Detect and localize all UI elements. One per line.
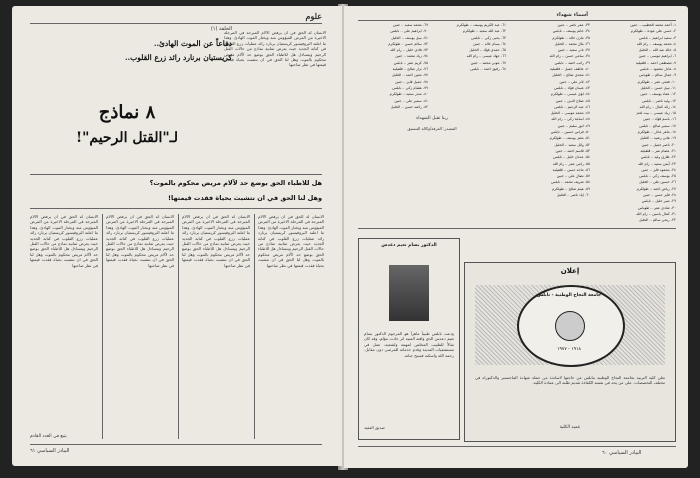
list-item: ٧- مصطفى احمد .. قلقيلية: [635, 60, 676, 65]
list-item: ٣- سعيد ابراهيم .. نابلس: [638, 35, 676, 40]
left-page: [12, 6, 342, 466]
list-item: ٥٢- وائل سعيد .. الخليل: [554, 142, 590, 147]
list-item: ٢٥- يوسف زكي .. نابلس: [639, 174, 676, 179]
list-item: ٣٤- حاتم يوسف .. نابلس: [552, 29, 590, 34]
list-item: ٤- محمد يوسف .. رام الله: [636, 41, 676, 46]
list-item: ٤٧- محمد موسى .. الخليل: [550, 111, 590, 116]
list-item: ٧٣- فادي خليل .. رام الله: [390, 48, 428, 53]
announcement-text: تعلن كلية التربية بجامعة النجاح الوطنية بنابلس عن حاجتها لاساتذة من حملة شهادة الماجستير والدكتوراه في مختلف التخصصات. على من يجد في نفسه الكفاءة تقديم طلبه الى عمادة الكلية.: [475, 375, 665, 386]
list-item: ٥٤- عدنان خليل .. نابلس: [553, 155, 590, 160]
list-item: ٧٢- سالم حسن .. طولكرم: [388, 41, 428, 46]
list-bottom-rule: [358, 228, 676, 229]
obituary-box: [358, 238, 460, 440]
bullets-top-rule: [30, 174, 322, 175]
list-item: ١٩- هاني رشيد .. الخليل: [639, 136, 676, 141]
list-item: ١- أحمد محمد الخطيب .. جنين: [630, 23, 676, 27]
list-item: ١٠- فتحي عمر .. طولكرم: [637, 79, 676, 84]
footer-rule: [358, 446, 676, 447]
seal-year: ١٩١٨ - ١٩٧٧: [557, 347, 581, 352]
list-item: ٢٢- طارق وليد .. نابلس: [640, 155, 676, 160]
list-item: ٤٢- ثائر علي .. جنين: [559, 79, 590, 84]
list-item: ٣٢- ربحي سالم .. الخليل: [638, 218, 676, 223]
body-column-3: الانسان له الحق في ان يرفض الالام المبرحة في المرحلة الاخيرة من المرض الميؤوس منه ويختار الموت الهادئ. وهذا ما اعلنه البروفيسور كريستيان برنارد رائد عمليات زرع القلوب في كتابه الجديد حيث يعرض ثمانية نماذج من حالات القتل الرحيم ويتساءل هل للاطباء الحق بوضع حد لآلام مريض محكوم بالموت وهل لنا الحق في ان نتشبث بحياة فقدت قيمتها في نظر صاحبها: [182, 214, 250, 268]
list-note: ربنا تقبل الشهداء: [416, 116, 448, 121]
list-item: ٤٥- صلاح الدين .. جنين: [555, 98, 590, 103]
right-page: [344, 6, 688, 468]
column-divider: [102, 214, 103, 439]
announcement-title: إعلان: [560, 267, 580, 275]
list-item: ١٤- رائد كمال .. رام الله: [639, 104, 676, 109]
list-item: ٧٧- معين احمد .. الخليل: [391, 73, 428, 78]
intro-paragraph: الانسان له الحق في ان يرفض الالام المبرحة في المرحلة الاخيرة من المرض الميؤوس منه ويختار الموت الهادئ. وهذا ما اعلنه البروفيسور كريستيان برنارد رائد عمليات زرع القلوب في كتابه الجديد حيث يعرض ثمانية نماذج من حالات القتل الرحيم ويتساءل هل للاطباء الحق بوضع حد لآلام مريض محكوم بالموت وهل لنا الحق في ان نتشبث بحياة فقدت قيمتها في نظر صاحبها: [224, 30, 326, 68]
list-item: ٢٣- أيمن سعيد .. رام الله: [638, 161, 676, 166]
series-label: الحلقة (١): [210, 26, 232, 32]
seal-text: جامعة النجاح الوطنية - نابلس: [536, 293, 602, 298]
list-item: ٣٥- مازن خالد .. طولكرم: [552, 35, 590, 40]
body-column-2: الانسان له الحق في ان يرفض الالام المبرحة في المرحلة الاخيرة من المرض الميؤوس منه ويختار الموت الهادئ. وهذا ما اعلنه البروفيسور كريستيان برنارد رائد عمليات زرع القلوب في كتابه الجديد حيث يعرض ثمانية نماذج من حالات القتل الرحيم ويتساءل هل للاطباء الحق بوضع حد لآلام مريض محكوم بالموت وهل لنا الحق في ان نتشبث بحياة فقدت قيمتها في نظر صاحبها: [106, 214, 174, 268]
list-item: ٥٥- رامي عمر .. رام الله: [552, 161, 590, 166]
page-footer: البيادر السياسي ٦١: [30, 448, 70, 454]
body-column-1: الانسان له الحق في ان يرفض الالام المبرحة في المرحلة الاخيرة من المرض الميؤوس منه ويختار الموت الهادئ. وهذا ما اعلنه البروفيسور كريستيان برنارد رائد عمليات زرع القلوب في كتابه الجديد حيث يعرض ثمانية نماذج من حالات القتل الرحيم ويتساءل هل للاطباء الحق بوضع حد لآلام مريض محكوم بالموت وهل لنا الحق في ان نتشبث بحياة فقدت قيمتها في نظر صاحبها: [30, 214, 98, 268]
list-item: ١٣- وليد ناصر .. نابلس: [642, 98, 676, 103]
body-column-4: الانسان له الحق في ان يرفض الالام المبرحة في المرحلة الاخيرة من المرض الميؤوس منه ويختار الموت الهادئ. وهذا ما اعلنه البروفيسور كريستيان برنارد رائد عمليات زرع القلوب في كتابه الجديد حيث يعرض ثمانية نماذج من حالات القتل الرحيم ويتساءل هل للاطباء الحق بوضع حد لآلام مريض محكوم بالموت وهل لنا الحق في ان نتشبث بحياة فقدت قيمتها في نظر صاحبها: [258, 214, 324, 268]
list-item: ٥٨- شريف محمد .. نابلس: [551, 180, 590, 185]
list-item: ٧٠- ابراهيم علي .. نابلس: [390, 29, 428, 34]
list-item: ٦٦- جهاد عيسى .. رام الله: [466, 54, 506, 59]
subtitle-1: دفاعاً عن الموت الهادئ..: [153, 39, 232, 48]
list-item: ٦٩- محمد سعيد .. جنين: [392, 23, 428, 27]
list-item: ٢٨- فايز حسن .. جنين: [642, 193, 676, 198]
list-item: ٦٧- عوني محمد .. جنين: [470, 60, 506, 65]
names-column-c: [430, 22, 506, 72]
list-item: ٤٠- عاطف جميل .. قلقيلية: [550, 67, 590, 72]
list-item: ٩- جمال سالم .. طوباس: [639, 73, 676, 78]
list-item: ١٧- سمير صالح .. نابلس: [639, 123, 676, 128]
names-column-b: [508, 22, 590, 198]
list-item: ٨٢- راشد حسن .. الخليل: [390, 104, 428, 109]
announcement-signature: عميد الكلية: [559, 425, 581, 430]
announcement-box: [464, 262, 676, 442]
list-title: أسماء شهداء: [556, 12, 588, 18]
list-item: ٦٣- يحيى زكي .. نابلس: [471, 35, 506, 40]
list-item: ٢٤- محمود فايز .. جنين: [641, 167, 676, 172]
list-item: ٦٥- حمدي فؤاد .. الخليل: [469, 48, 506, 53]
list-note-source: المصدر: الغرفة/وكالة التنسيق: [407, 126, 457, 131]
names-column-d: [358, 22, 428, 110]
bullet-question-2: وهل لنا الحق في ان نتشبث بحياة فقدت قيمتها!: [168, 194, 322, 202]
list-item: ١٨- ماهر عادل .. طولكرم: [637, 130, 676, 135]
list-item: ١١- نبيل حسن .. الخليل: [640, 85, 676, 90]
obituary-text: ودعت نابلس طبيباً ماهراً هو المرحوم الدكتور بسام نعيم دعدس الذي وافته المنية اثر حادث مؤلم، وقد كان مثالاً للطبيب المخلص لمهنته ولشعبه، عمل في مستشفيات المدينة وقدم خدماته للمرضى دون مقابل. رحمه الله واسكنه فسيح جناته.: [364, 331, 454, 358]
list-top-rule: [358, 20, 676, 21]
obituary-signature: صديق الفقيد: [364, 425, 385, 430]
list-item: ٣١- كمال ياسين .. رام الله: [636, 211, 676, 216]
list-item: ٥- خالد عبد الله .. الخليل: [638, 48, 676, 53]
column-divider: [254, 214, 255, 439]
seal-emblem-icon: [555, 311, 585, 341]
list-item: ٦٤- بسام خالد .. جنين: [473, 41, 506, 46]
page-footer: البيادر السياسي ٦٠: [602, 450, 642, 456]
list-item: ٦٢- عبد الله سعيد .. طولكرم: [462, 29, 506, 34]
list-item: ٧٦- نزار صالح .. قلقيلية: [392, 67, 428, 72]
list-item: ٦١- عبد الكريم يوسف .. طولكرم: [456, 23, 506, 27]
list-item: ٥٦- ماجد حسن .. قلقيلية: [552, 167, 590, 172]
bullets-bottom-rule: [30, 208, 322, 209]
list-item: ٥٧- نضال علي .. جنين: [556, 174, 590, 179]
list-item: ٨- عادل محمود .. نابلس: [639, 67, 676, 72]
list-item: ٤٣- غسان فؤاد .. نابلس: [554, 85, 590, 90]
list-item: ٦- ابراهيم موسى .. جنين: [638, 54, 676, 59]
list-item: ٥٠- فراس حسين .. نابلس: [550, 130, 590, 135]
list-item: ٥٣- قاسم احمد .. جنين: [555, 148, 590, 153]
names-column-a: [592, 22, 676, 224]
list-item: ٢- حسن علي عودة .. طولكرم: [630, 29, 676, 34]
list-item: ٥١- معتز يوسف .. طولكرم: [549, 136, 590, 141]
list-item: ٢٦- حسين علي .. الخليل: [638, 180, 676, 185]
list-item: ٣٧- نادر سعيد .. جنين: [557, 48, 590, 53]
list-item: ٤١- مجدي صالح .. الخليل: [552, 73, 590, 78]
column-divider: [178, 214, 179, 439]
obituary-photo: [389, 265, 429, 321]
list-item: ٤٨- اسامة زكي .. رام الله: [551, 117, 590, 122]
list-item: ١٥- زياد عيسى .. بيت لحم: [636, 111, 676, 116]
header-rule: [30, 23, 322, 24]
list-item: ٧٥- كريم عمر .. نابلس: [393, 60, 428, 65]
list-item: ٧٨- جميل فايز .. جنين: [394, 79, 428, 84]
list-item: ٦٠- إياد ناصر .. الخليل: [556, 193, 590, 198]
list-item: ٨٠- منذر سعيد .. طولكرم: [389, 92, 428, 97]
footer-rule: [30, 444, 322, 445]
list-item: ٧٤- زياد محمد .. جنين: [395, 54, 428, 59]
list-item: ٣٨- سامي حسن .. رام الله: [549, 54, 590, 59]
obituary-title: الدكتور بسام نعيم دعدس: [381, 243, 437, 248]
list-item: ٦٨- رفيق احمد .. نابلس: [470, 67, 506, 72]
list-item: ٢١- عصام نمر .. قلقيلية: [640, 148, 676, 153]
subtitle-2: كريستيان برنارد رائد زرع القلوب..: [124, 53, 232, 62]
list-item: ٢٧- رياض احمد .. طولكرم: [636, 186, 676, 191]
list-item: ٢٠- ناصر جميل .. جنين: [641, 142, 676, 147]
list-item: ٣٦- بلال محمد .. الخليل: [554, 41, 590, 46]
bullet-question-1: هل للاطباء الحق بوضع حد لآلام مريض محكوم بالموت؟: [149, 179, 322, 187]
list-item: ٧١- نبيل يوسف .. الخليل: [391, 35, 428, 40]
headline-2: لـ"القتل الرحيم"!: [75, 130, 179, 146]
list-item: ٣٩- راتب احمد .. نابلس: [554, 60, 590, 65]
list-item: ٥٩- هيثم صالح .. طولكرم: [551, 186, 590, 191]
list-item: ١٦- باسم فؤاد .. جنين: [643, 117, 676, 122]
section-label: علوم: [305, 11, 322, 21]
list-item: ٣٠- شادي عمر .. طوباس: [638, 205, 676, 210]
list-item: ٤٩- انور سليم .. جنين: [557, 123, 590, 128]
list-item: ٢٩- منير خليل .. نابلس: [641, 199, 676, 204]
list-item: ٧٩- هشام زكي .. نابلس: [392, 85, 428, 90]
list-item: ١٢- عماد يوسف .. جنين: [640, 92, 676, 97]
list-item: ٣٣- عمر ناصر .. جنين: [557, 23, 590, 27]
list-item: ٨١- سمير علي .. جنين: [394, 98, 428, 103]
university-seal: [517, 285, 625, 367]
list-item: ٤٦- عبد الرحيم .. نابلس: [554, 104, 590, 109]
continue-note: يتبع في العدد القادم: [30, 434, 67, 439]
headline-1: ٨ نماذج: [98, 102, 156, 123]
list-item: ٤٤- لؤي عيسى .. طولكرم: [550, 92, 590, 97]
